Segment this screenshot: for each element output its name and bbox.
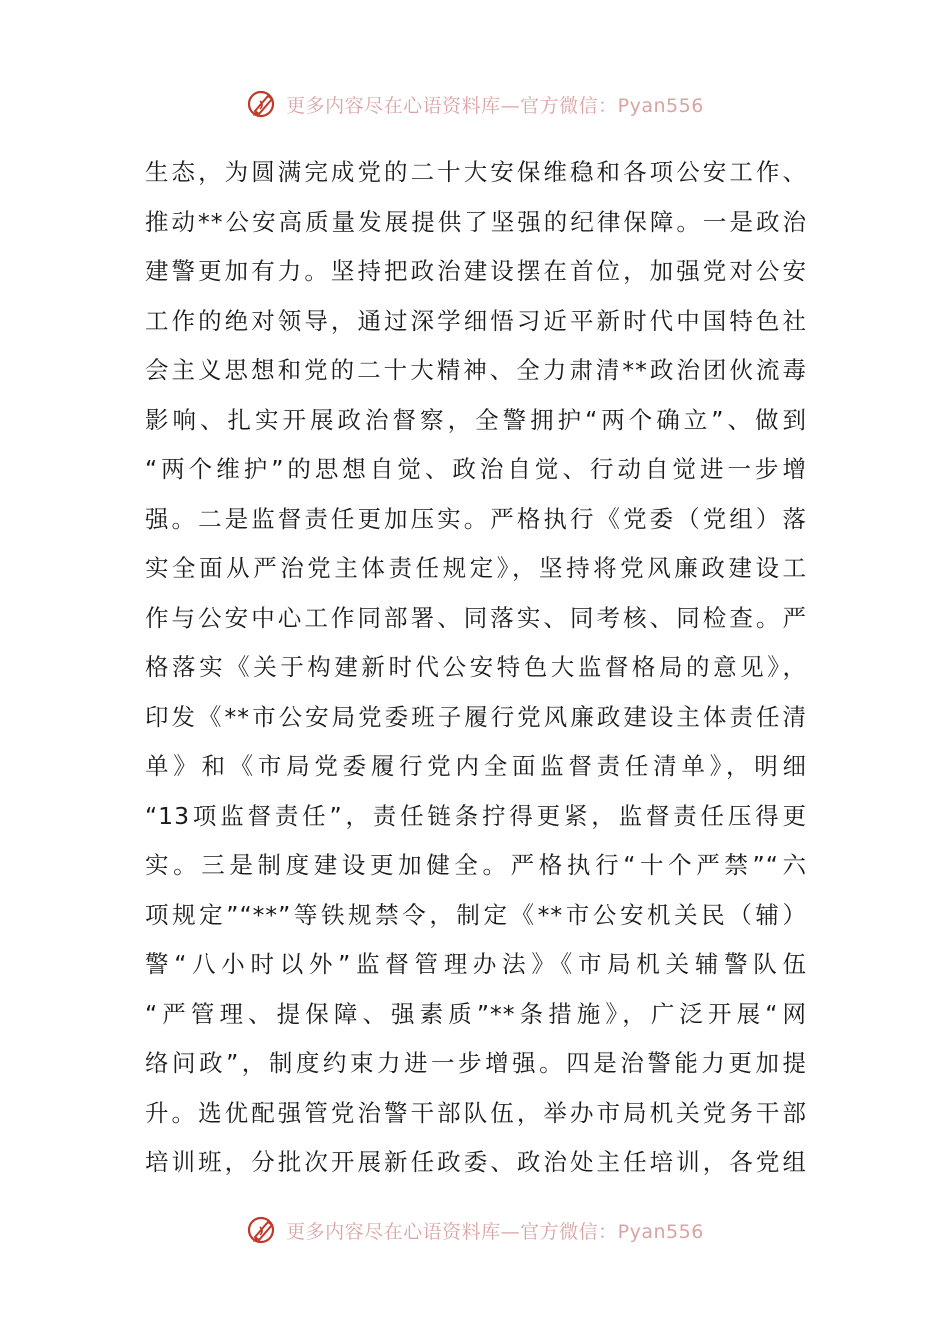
watermark-text: 更多内容尽在心语资料库—官方微信：Pyan556: [286, 94, 704, 117]
text-line: 络问政”，制度约束力进一步增强。四是治警能力更加提: [145, 1049, 807, 1077]
text-line: 影响、扎实开展政治督察，全警拥护“两个确立”、做到: [145, 405, 807, 434]
footer-watermark: [0, 1210, 950, 1250]
watermark-text: 更多内容尽在心语资料库—官方微信：Pyan556: [286, 1220, 704, 1243]
text-line: 升。选优配强管党治警干部队伍，举办市局机关党务干部: [145, 1098, 807, 1127]
text-line: 实。三是制度建设更加健全。严格执行“十个严禁”“六: [145, 851, 807, 879]
text-line: 培训班，分批次开展新任政委、政治处主任培训，各党组: [145, 1148, 807, 1176]
pen-logo-icon: [246, 87, 280, 121]
text-line: 强。二是监督责任更加压实。严格执行《党委（党组）落: [145, 504, 807, 533]
text-line: 项规定”“**”等铁规禁令，制定《**市公安机关民（辅）: [145, 900, 807, 929]
text-line: 实全面从严治党主体责任规定》，坚持将党风廉政建设工: [145, 554, 807, 582]
pen-logo-icon: [246, 1213, 280, 1247]
text-line: 建警更加有力。坚持把政治建设摆在首位，加强党对公安: [145, 257, 807, 285]
text-line: 生态，为圆满完成党的二十大安保维稳和各项公安工作、: [145, 158, 807, 186]
text-line: 会主义思想和党的二十大精神、全力肃清**政治团伙流毒: [145, 356, 807, 384]
text-line: “两个维护”的思想自觉、政治自觉、行动自觉进一步增: [145, 455, 807, 483]
text-line: 印发《**市公安局党委班子履行党风廉政建设主体责任清: [145, 702, 807, 731]
text-line: 单》和《市局党委履行党内全面监督责任清单》，明细: [145, 752, 807, 780]
text-line: “严管理、提保障、强素质”**条措施》，广泛开展“网: [145, 999, 807, 1028]
text-line: 工作的绝对领导，通过深学细悟习近平新时代中国特色社: [145, 306, 807, 335]
text-line: “13项监督责任”，责任链条拧得更紧，监督责任压得更: [145, 801, 807, 830]
text-line: 推动**公安高质量发展提供了坚强的纪律保障。一是政治: [145, 207, 807, 236]
text-line: 警“八小时以外”监督管理办法》《市局机关辅警队伍: [145, 950, 807, 978]
document-body: [145, 148, 807, 1188]
text-line: 格落实《关于构建新时代公安特色大监督格局的意见》，: [145, 653, 807, 681]
header-watermark: [0, 84, 950, 124]
text-line: 作与公安中心工作同部署、同落实、同考核、同检查。严: [145, 603, 807, 632]
